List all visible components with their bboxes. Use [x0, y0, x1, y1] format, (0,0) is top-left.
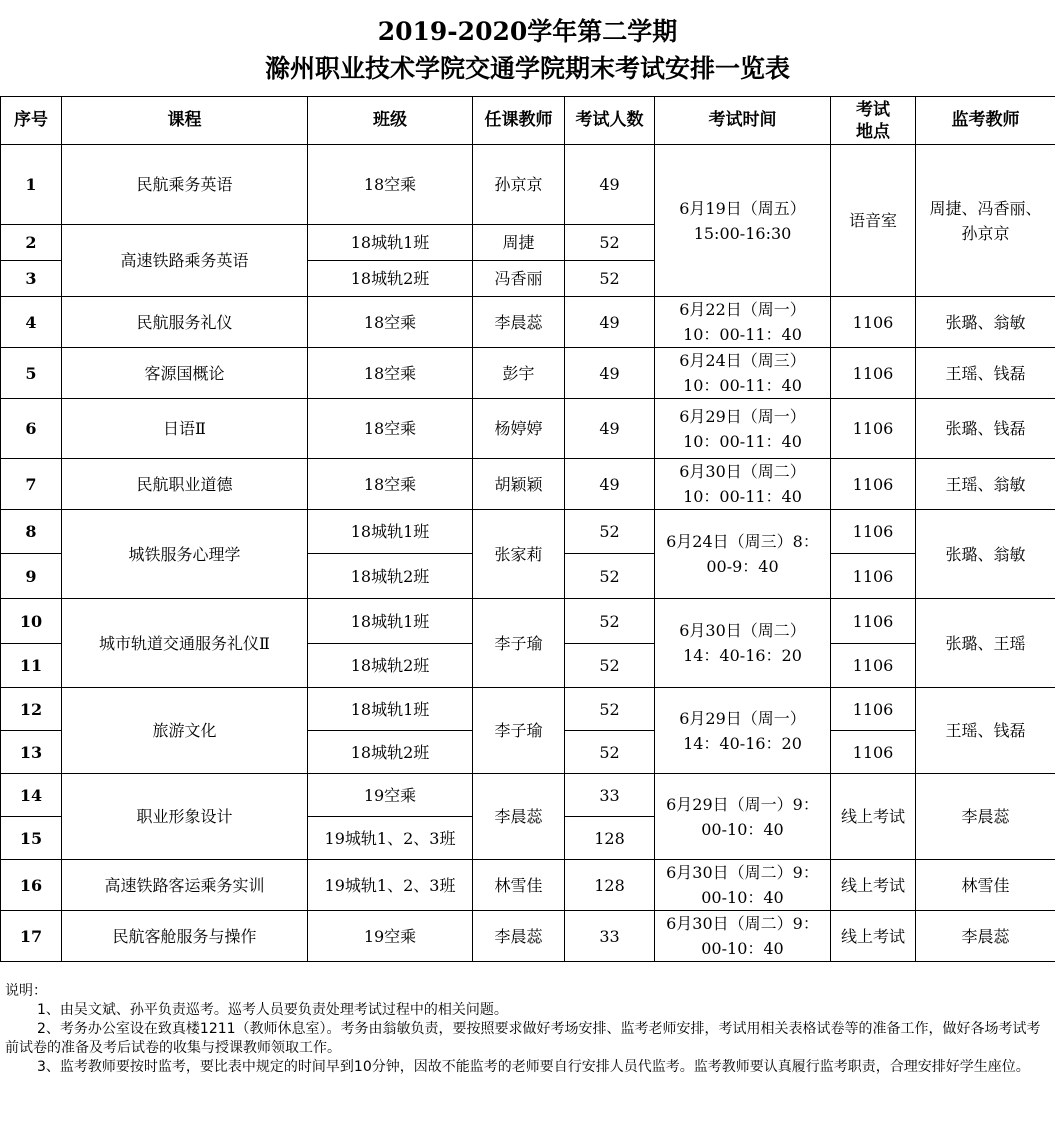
schedule-title: 滁州职业技术学院交通学院期末考试安排一览表 — [264, 54, 790, 83]
time-cell: 6月24日（周三） 10：00-11：40 — [655, 348, 831, 399]
header-proctor: 监考教师 — [916, 97, 1055, 145]
class-cell: 18城轨1班 — [308, 510, 473, 554]
course-cell: 民航职业道德 — [62, 459, 308, 510]
course-cell: 高速铁路乘务英语 — [62, 225, 308, 297]
teacher-cell: 孙京京 — [473, 145, 565, 225]
class-cell: 18空乘 — [308, 459, 473, 510]
time-cell: 6月30日（周二） 10：00-11：40 — [655, 459, 831, 510]
course-cell: 旅游文化 — [62, 688, 308, 774]
table-row — [1, 459, 1055, 510]
row-no: 17 — [1, 911, 62, 962]
row-no: 11 — [1, 644, 62, 688]
proctor-cell: 张璐、王瑶 — [916, 599, 1055, 688]
table-row — [1, 297, 1055, 348]
place-cell: 1106 — [831, 554, 916, 599]
place-cell: 1106 — [831, 599, 916, 644]
teacher-cell: 李子瑜 — [473, 688, 565, 774]
place-cell: 线上考试 — [831, 860, 916, 911]
proctor-cell: 张璐、翁敏 — [916, 510, 1055, 599]
row-no: 7 — [1, 459, 62, 510]
teacher-cell: 胡颖颖 — [473, 459, 565, 510]
teacher-cell: 彭宇 — [473, 348, 565, 399]
note-item-1: 1、由吴文斌、孙平负责巡考。巡考人员要负责处理考试过程中的相关问题。 — [37, 1002, 508, 1018]
header-time: 考试时间 — [655, 97, 831, 145]
row-no: 14 — [1, 774, 62, 817]
row-no: 3 — [1, 261, 62, 297]
class-cell: 18城轨2班 — [308, 261, 473, 297]
count-cell: 128 — [565, 860, 655, 911]
table-row — [1, 688, 1055, 731]
row-no: 1 — [1, 145, 62, 225]
course-cell: 高速铁路客运乘务实训 — [62, 860, 308, 911]
place-cell: 语音室 — [831, 145, 916, 297]
count-cell: 52 — [565, 554, 655, 599]
proctor-cell: 林雪佳 — [916, 860, 1055, 911]
row-no: 16 — [1, 860, 62, 911]
time-cell: 6月30日（周二）9： 00-10：40 — [655, 911, 831, 962]
table-row — [1, 399, 1055, 459]
course-cell: 客源国概论 — [62, 348, 308, 399]
header-class: 班级 — [308, 97, 473, 145]
class-cell: 18空乘 — [308, 399, 473, 459]
table-row — [1, 774, 1055, 817]
count-cell: 52 — [565, 599, 655, 644]
teacher-cell: 李晨蕊 — [473, 297, 565, 348]
row-no: 12 — [1, 688, 62, 731]
class-cell: 18城轨2班 — [308, 644, 473, 688]
row-no: 13 — [1, 731, 62, 774]
class-cell: 19空乘 — [308, 774, 473, 817]
table-row — [1, 911, 1055, 962]
count-cell: 49 — [565, 459, 655, 510]
place-cell: 线上考试 — [831, 911, 916, 962]
proctor-cell: 王瑶、钱磊 — [916, 348, 1055, 399]
count-cell: 33 — [565, 774, 655, 817]
place-cell: 1106 — [831, 348, 916, 399]
proctor-cell: 王瑶、翁敏 — [916, 459, 1055, 510]
row-no: 2 — [1, 225, 62, 261]
course-cell: 城铁服务心理学 — [62, 510, 308, 599]
note-item-3: 3、监考教师要按时监考，要比表中规定的时间早到10分钟，因故不能监考的老师要自行安排人员代监考。监考教师要认真履行监考职责，合理安排好学生座位。 — [37, 1059, 1030, 1075]
proctor-cell: 王瑶、钱磊 — [916, 688, 1055, 774]
teacher-cell: 李晨蕊 — [473, 774, 565, 860]
place-cell: 1106 — [831, 688, 916, 731]
header-teacher: 任课教师 — [473, 97, 565, 145]
count-cell: 49 — [565, 145, 655, 225]
time-cell: 6月22日（周一） 10：00-11：40 — [655, 297, 831, 348]
time-cell: 6月30日（周二）9： 00-10：40 — [655, 860, 831, 911]
class-cell: 19空乘 — [308, 911, 473, 962]
place-cell: 1106 — [831, 510, 916, 554]
row-no: 10 — [1, 599, 62, 644]
course-cell: 城市轨道交通服务礼仪Ⅱ — [62, 599, 308, 688]
class-cell: 18城轨2班 — [308, 554, 473, 599]
teacher-cell: 林雪佳 — [473, 860, 565, 911]
header-no: 序号 — [1, 97, 62, 145]
table-row — [1, 860, 1055, 911]
table-row — [1, 510, 1055, 554]
proctor-cell: 周捷、冯香丽、 孙京京 — [916, 145, 1055, 297]
table-row — [1, 599, 1055, 644]
place-cell: 线上考试 — [831, 774, 916, 860]
proctor-cell: 张璐、翁敏 — [916, 297, 1055, 348]
class-cell: 18空乘 — [308, 297, 473, 348]
place-cell: 1106 — [831, 399, 916, 459]
course-cell: 民航服务礼仪 — [62, 297, 308, 348]
teacher-cell: 周捷 — [473, 225, 565, 261]
count-cell: 49 — [565, 399, 655, 459]
class-cell: 18空乘 — [308, 145, 473, 225]
course-cell: 日语Ⅱ — [62, 399, 308, 459]
count-cell: 49 — [565, 297, 655, 348]
header-place: 考试 地点 — [831, 97, 916, 145]
time-cell: 6月29日（周一） 10：00-11：40 — [655, 399, 831, 459]
semester-title: 2019-2020学年第二学期 — [377, 17, 678, 46]
count-cell: 52 — [565, 225, 655, 261]
count-cell: 52 — [565, 688, 655, 731]
teacher-cell: 杨婷婷 — [473, 399, 565, 459]
count-cell: 52 — [565, 261, 655, 297]
class-cell: 18城轨1班 — [308, 599, 473, 644]
time-cell: 6月29日（周一） 14：40-16：20 — [655, 688, 831, 774]
header-course: 课程 — [62, 97, 308, 145]
time-cell: 6月30日（周二） 14：40-16：20 — [655, 599, 831, 688]
notes-section — [5, 982, 1050, 1077]
proctor-cell: 张璐、钱磊 — [916, 399, 1055, 459]
class-cell: 18城轨2班 — [308, 731, 473, 774]
row-no: 4 — [1, 297, 62, 348]
notes-heading: 说明： — [5, 983, 47, 999]
header-row — [1, 97, 1055, 145]
class-cell: 19城轨1、2、3班 — [308, 817, 473, 860]
course-cell: 民航乘务英语 — [62, 145, 308, 225]
row-no: 9 — [1, 554, 62, 599]
header-count: 考试人数 — [565, 97, 655, 145]
row-no: 5 — [1, 348, 62, 399]
time-cell: 6月19日（周五） 15:00-16:30 — [655, 145, 831, 297]
table-row — [1, 145, 1055, 225]
exam-schedule-table — [0, 96, 1055, 962]
teacher-cell: 李子瑜 — [473, 599, 565, 688]
course-cell: 民航客舱服务与操作 — [62, 911, 308, 962]
place-cell: 1106 — [831, 297, 916, 348]
place-cell: 1106 — [831, 731, 916, 774]
title-block — [0, 0, 1055, 96]
count-cell: 52 — [565, 731, 655, 774]
teacher-cell: 冯香丽 — [473, 261, 565, 297]
place-cell: 1106 — [831, 459, 916, 510]
class-cell: 19城轨1、2、3班 — [308, 860, 473, 911]
teacher-cell: 李晨蕊 — [473, 911, 565, 962]
count-cell: 128 — [565, 817, 655, 860]
row-no: 6 — [1, 399, 62, 459]
proctor-cell: 李晨蕊 — [916, 911, 1055, 962]
time-cell: 6月24日（周三）8： 00-9：40 — [655, 510, 831, 599]
course-cell: 职业形象设计 — [62, 774, 308, 860]
class-cell: 18空乘 — [308, 348, 473, 399]
count-cell: 49 — [565, 348, 655, 399]
class-cell: 18城轨1班 — [308, 688, 473, 731]
teacher-cell: 张家莉 — [473, 510, 565, 599]
table-row — [1, 348, 1055, 399]
place-cell: 1106 — [831, 644, 916, 688]
row-no: 8 — [1, 510, 62, 554]
note-item-2: 2、考务办公室设在致真楼1211（教师休息室）。考务由翁敏负责，要按照要求做好考场安排、监考老师安排，考试用相关表格试卷等的准备工作，做好各场考试考前试卷的准备及考后试卷的收集与授课教师领取工作。 — [5, 1021, 1041, 1056]
count-cell: 52 — [565, 510, 655, 554]
count-cell: 33 — [565, 911, 655, 962]
row-no: 15 — [1, 817, 62, 860]
time-cell: 6月29日（周一）9： 00-10：40 — [655, 774, 831, 860]
proctor-cell: 李晨蕊 — [916, 774, 1055, 860]
class-cell: 18城轨1班 — [308, 225, 473, 261]
count-cell: 52 — [565, 644, 655, 688]
